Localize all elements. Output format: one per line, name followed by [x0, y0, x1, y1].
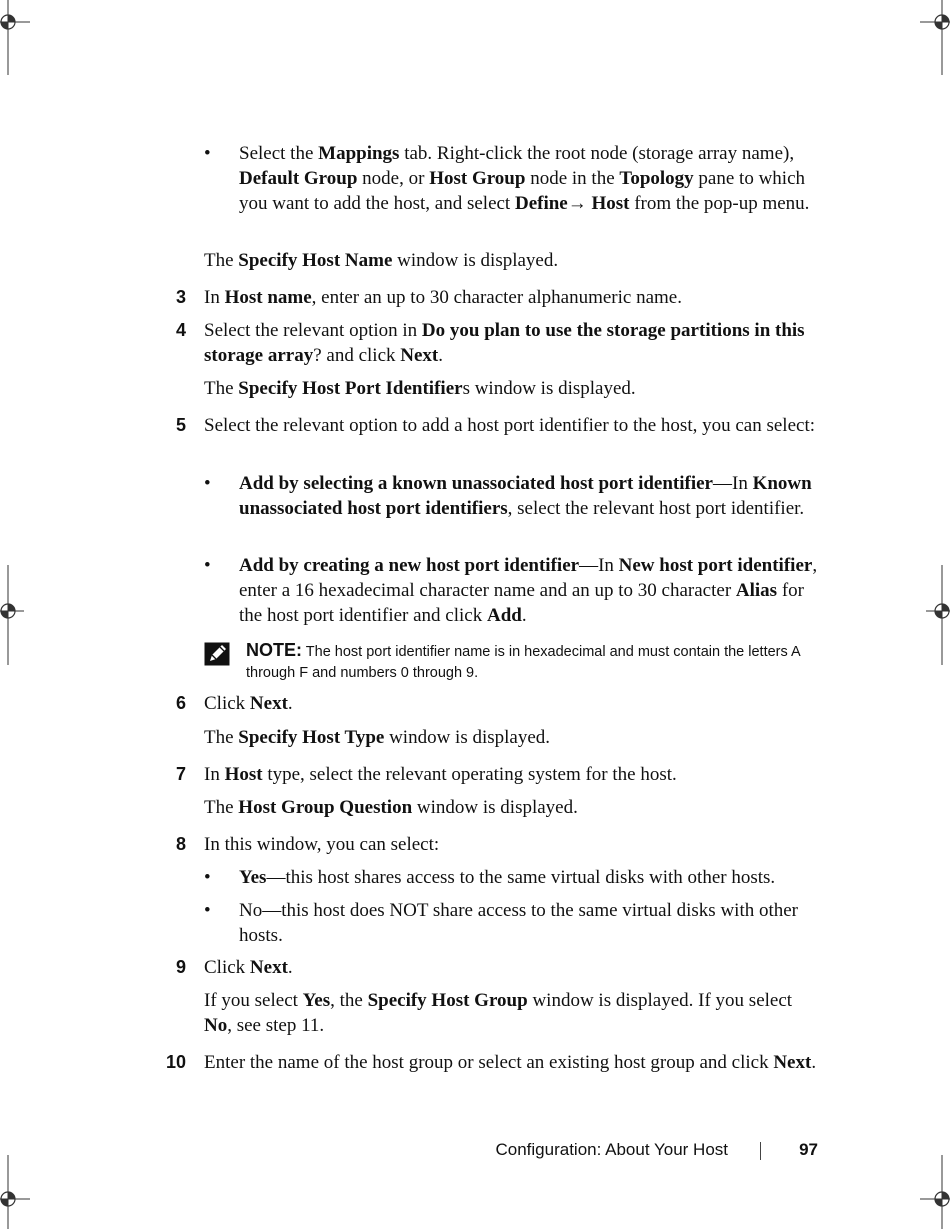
bold-term: Host name — [224, 287, 312, 308]
paragraph — [204, 795, 824, 820]
bold-term: Yes — [302, 990, 331, 1011]
text-run: —In — [713, 473, 753, 494]
text-run: pane to which you want to add the host, and select — [239, 168, 805, 214]
bold-term: New host port identifier — [618, 555, 813, 576]
step-number: 10 — [165, 1052, 186, 1072]
note-text — [246, 640, 826, 684]
text-run: node, or — [357, 168, 430, 189]
bold-term: Specify Host Group — [367, 990, 528, 1011]
note-body: The host port identifier name is in hexadecimal and must contain the letters A through F and numbers 0 through 9. — [246, 644, 800, 681]
bold-term: Add by creating a new host port identifier — [239, 555, 580, 576]
bold-term: Host Group — [429, 168, 526, 189]
bold-term: Next — [249, 957, 288, 978]
text-run: In — [204, 764, 225, 785]
paragraph — [204, 988, 824, 1038]
text-run: Click — [204, 957, 250, 978]
text-run: . — [438, 345, 443, 366]
paragraph — [204, 248, 824, 273]
bold-term: Add by selecting a known unassociated host port identifier — [239, 473, 713, 494]
crop-mark-icon — [0, 565, 30, 665]
text-run: —this host shares access to the same virtual disks with other hosts. — [266, 867, 776, 888]
text-run: window is displayed. — [412, 797, 578, 818]
bullet-icon: • — [204, 867, 211, 888]
bold-term: Next — [249, 693, 288, 714]
bold-term: Mappings — [318, 143, 400, 164]
bold-term: Next — [773, 1052, 812, 1073]
text-run: , see step 11. — [227, 1015, 325, 1036]
text-run: window is displayed. If you select — [527, 990, 793, 1011]
list-item — [204, 865, 824, 890]
text-run: The — [204, 797, 239, 818]
bullet-icon: • — [204, 900, 211, 921]
bold-term: Host Group Question — [238, 797, 413, 818]
list-item — [204, 471, 824, 521]
bold-term: Alias — [735, 580, 778, 601]
list-item — [204, 898, 824, 948]
bold-term: Default Group — [239, 168, 358, 189]
text-run: , the — [330, 990, 368, 1011]
crop-mark-icon — [0, 1155, 30, 1229]
step-number: 8 — [175, 834, 186, 854]
paragraph — [204, 725, 824, 750]
footer-title: Configuration: About Your Host — [495, 1140, 728, 1159]
text-run: If you select — [204, 990, 303, 1011]
text-run: . — [287, 693, 293, 714]
bold-term: Host — [224, 764, 263, 785]
text-run: —In — [579, 555, 619, 576]
crop-mark-icon — [920, 565, 950, 665]
note-label: NOTE: — [246, 640, 302, 660]
text-run: The — [204, 250, 239, 271]
text-run: Select the relevant option in — [204, 320, 422, 341]
bold-term: Topology — [619, 168, 694, 189]
step-number: 6 — [175, 693, 186, 713]
bold-term: No — [204, 1015, 228, 1036]
bullet-icon: • — [204, 473, 211, 494]
step-4 — [175, 318, 824, 368]
text-run: ? and click — [313, 345, 401, 366]
text-run: tab. Right-click the root node (storage array name), — [399, 143, 795, 164]
text-run: s window is displayed. — [462, 378, 636, 399]
text-run: . — [521, 605, 527, 626]
step-number: 5 — [175, 415, 186, 435]
text-run: . — [287, 957, 293, 978]
text-run: , select the relevant host port identifier. — [507, 498, 805, 519]
text-run: The — [204, 378, 239, 399]
list-item — [204, 553, 824, 628]
bold-term: Add — [486, 605, 522, 626]
text-run: Click — [204, 693, 250, 714]
footer-divider — [760, 1142, 761, 1160]
list-item — [204, 141, 824, 216]
text-run: window is displayed. — [384, 727, 551, 748]
step-8 — [175, 832, 824, 857]
text-run: , enter an up to 30 character alphanumeric name. — [311, 287, 682, 308]
text-run: from the pop-up menu. — [629, 193, 810, 214]
note-pencil-icon — [204, 642, 230, 666]
bold-term: Known unassociated host port identifiers — [239, 473, 812, 519]
step-number: 3 — [175, 287, 186, 307]
bold-term: Specify Host Port Identifier — [238, 378, 463, 399]
step-6 — [175, 691, 824, 716]
text-run: —this host does NOT share access to the same virtual disks with other hosts. — [239, 900, 799, 946]
bold-term: Define→ Host — [514, 193, 630, 214]
bold-term: Yes — [239, 867, 267, 888]
text-run: In — [204, 287, 225, 308]
step-number: 7 — [175, 764, 186, 784]
step-number: 9 — [175, 957, 186, 977]
text-run: Enter the name of the host group or select an existing host group and click — [204, 1052, 774, 1073]
text-run: Select the — [239, 143, 319, 164]
text-run: . — [811, 1052, 817, 1073]
bold-term: Specify Host Name — [238, 250, 393, 271]
text-run: , enter a 16 hexadecimal character name and an up to 30 character — [239, 555, 818, 601]
bullet-icon: • — [204, 555, 211, 576]
step-5 — [175, 413, 824, 438]
step-3 — [175, 285, 824, 310]
text-run: node in the — [525, 168, 620, 189]
text-run: window is displayed. — [392, 250, 559, 271]
page-footer — [400, 1140, 820, 1166]
bullet-text — [239, 143, 809, 214]
text-run: type, select the relevant operating system for the host. — [262, 764, 677, 785]
text-run: Select the relevant option to add a host port identifier to the host, you can select: — [204, 415, 815, 436]
bullet-icon: • — [204, 143, 211, 164]
paragraph — [204, 376, 824, 401]
step-9 — [175, 955, 824, 980]
text-run: No — [239, 900, 263, 921]
text-run: In this window, you can select: — [204, 834, 440, 855]
page-number: 97 — [799, 1140, 818, 1159]
bold-term: Specify Host Type — [238, 727, 385, 748]
text-run: for the host port identifier and click — [239, 580, 804, 626]
crop-mark-icon — [920, 0, 950, 75]
step-10 — [165, 1050, 824, 1075]
bold-term: Next — [400, 345, 439, 366]
step-7 — [175, 762, 824, 787]
step-number: 4 — [175, 320, 186, 340]
crop-mark-icon — [920, 1155, 950, 1229]
text-run: The — [204, 727, 239, 748]
bold-term: Do you plan to use the storage partitions in this storage array — [204, 320, 805, 366]
crop-mark-icon — [0, 0, 30, 75]
